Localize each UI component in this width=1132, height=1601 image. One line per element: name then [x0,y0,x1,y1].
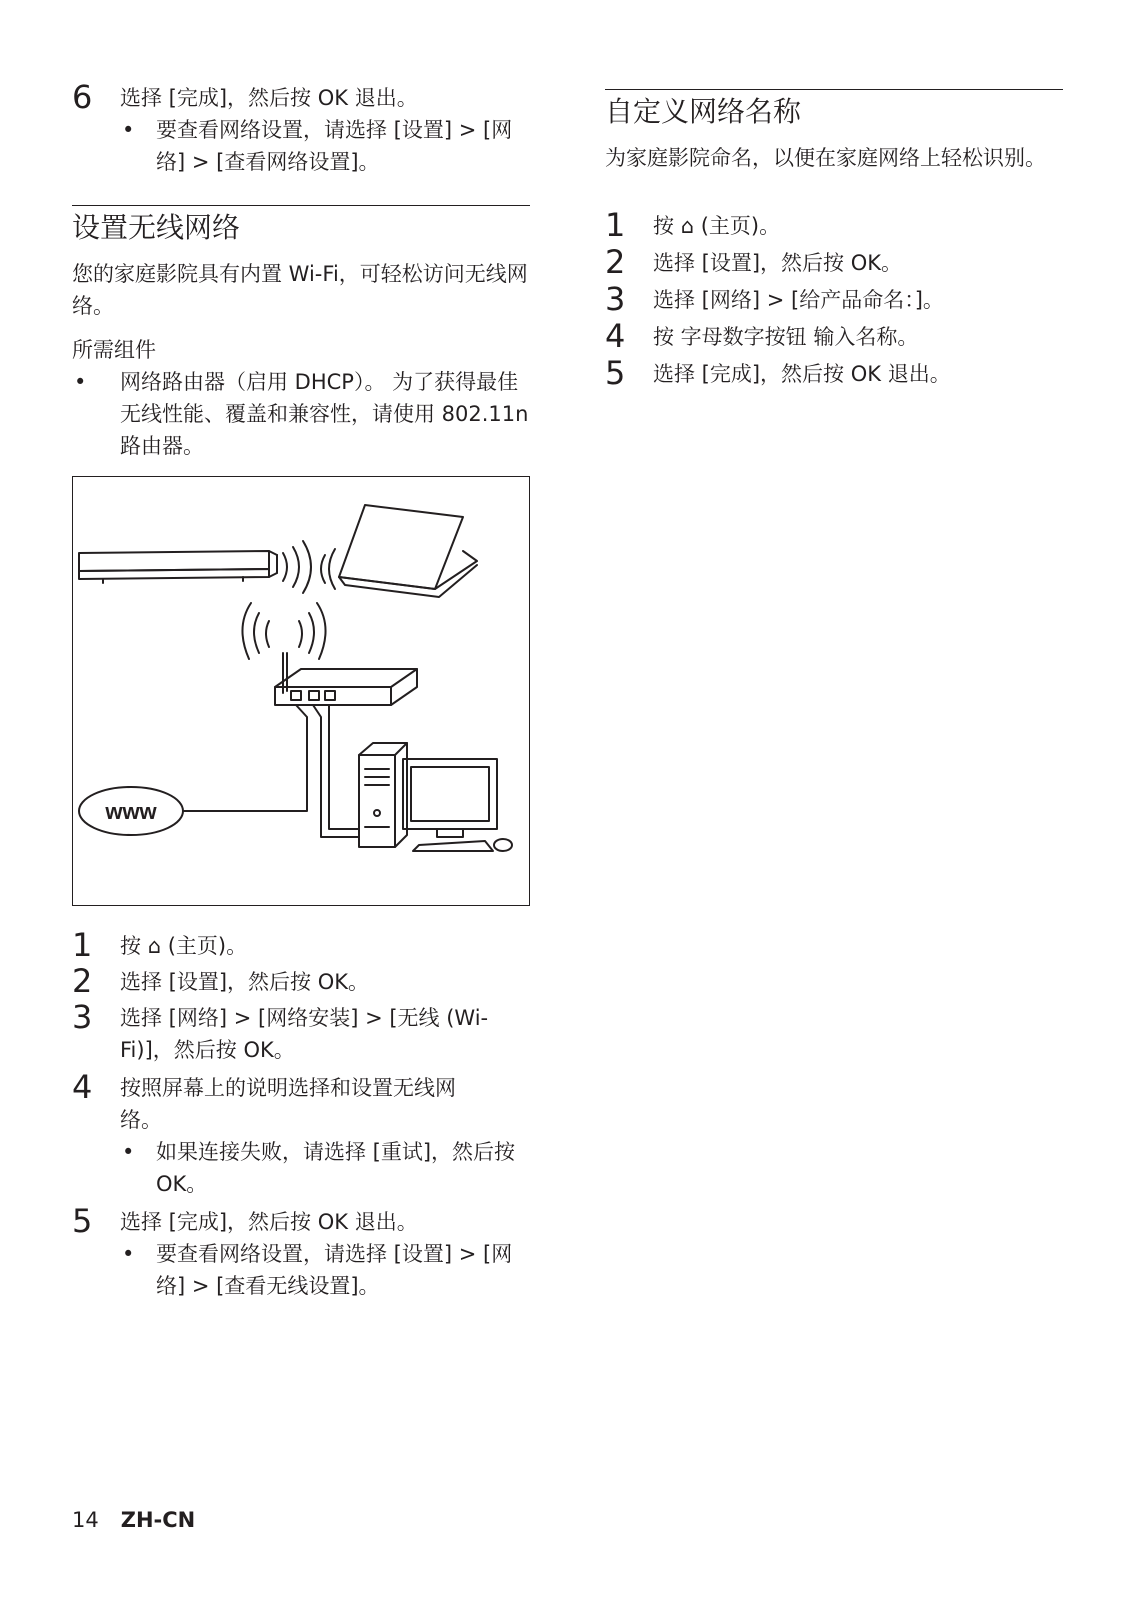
bullet-dot: • [74,370,87,394]
step-text: 选择 [完成]，然后按 OK 退出。 [653,362,951,386]
step-text: 按 ⌂ (主页)。 [653,214,781,238]
step-text: 选择 [完成]，然后按 OK 退出。 [120,1210,418,1234]
step-text: 选择 [完成]，然后按 OK 退出。 [120,86,418,110]
router-wifi-icon [242,603,325,659]
section-title: 自定义网络名称 [605,95,802,128]
section-rule [72,205,530,206]
bullet-text: 要查看网络设置，请选择 [设置] > [网络] > [查看网络设置]。 [156,118,513,174]
step-number: 3 [605,280,626,318]
step-text: 选择 [网络] > [给产品命名：]。 [653,288,944,312]
step-text: 按 字母数字按钮 输入名称。 [653,325,919,349]
section-title: 设置无线网络 [72,211,241,244]
bullet-text: 网络路由器（启用 DHCP）。 为了获得最佳无线性能、覆盖和兼容性，请使用 802.11n 路由器。 [120,370,529,458]
monitor-icon [403,759,512,851]
laptop-icon [339,505,477,597]
step-text: 按 ⌂ (主页)。 [120,934,248,958]
network-cables [183,705,359,837]
network-diagram [72,476,530,906]
step-number: 6 [72,78,93,116]
bullet-dot: • [122,1140,135,1164]
step-number: 1 [605,206,626,244]
bullet-dot: • [122,118,135,142]
required-heading: 所需组件 [72,338,156,362]
www-label: www [105,799,157,824]
step-number: 4 [605,317,626,355]
step-text: 选择 [设置]，然后按 OK。 [120,970,370,994]
router-icon [275,653,417,705]
intro-paragraph: 您的家庭影院具有内置 Wi-Fi，可轻松访问无线网络。 [72,262,528,318]
bullet-dot: • [122,1242,135,1266]
intro-paragraph: 为家庭影院命名，以便在家庭网络上轻松识别。 [605,146,1046,170]
language-code: ZH-CN [120,1508,196,1532]
page-footer [72,1505,195,1535]
step-text: 选择 [网络] > [网络安装] > [无线 (Wi-Fi)]，然后按 OK。 [120,1006,489,1062]
bullet-text: 要查看网络设置，请选择 [设置] > [网络] > [查看无线设置]。 [156,1242,513,1298]
step-number: 2 [605,243,626,281]
home-theater-icon [79,551,277,583]
home-icon: ⌂ [680,214,695,238]
section-rule [605,89,1063,90]
step-number: 1 [72,926,93,964]
step-number: 2 [72,962,93,1000]
network-diagram-svg [73,477,529,905]
page-number: 14 [72,1508,99,1532]
home-icon: ⌂ [147,934,162,958]
desktop-tower-icon [359,743,407,847]
step-text: 按照屏幕上的说明选择和设置无线网络。 [120,1076,456,1132]
step-number: 5 [605,354,626,392]
step-number: 5 [72,1202,93,1240]
step-number: 3 [72,998,93,1036]
step-text: 选择 [设置]，然后按 OK。 [653,251,903,275]
step-number: 4 [72,1068,93,1106]
wifi-waves-icon [283,541,335,593]
bullet-text: 如果连接失败，请选择 [重试]，然后按 OK。 [156,1140,516,1196]
